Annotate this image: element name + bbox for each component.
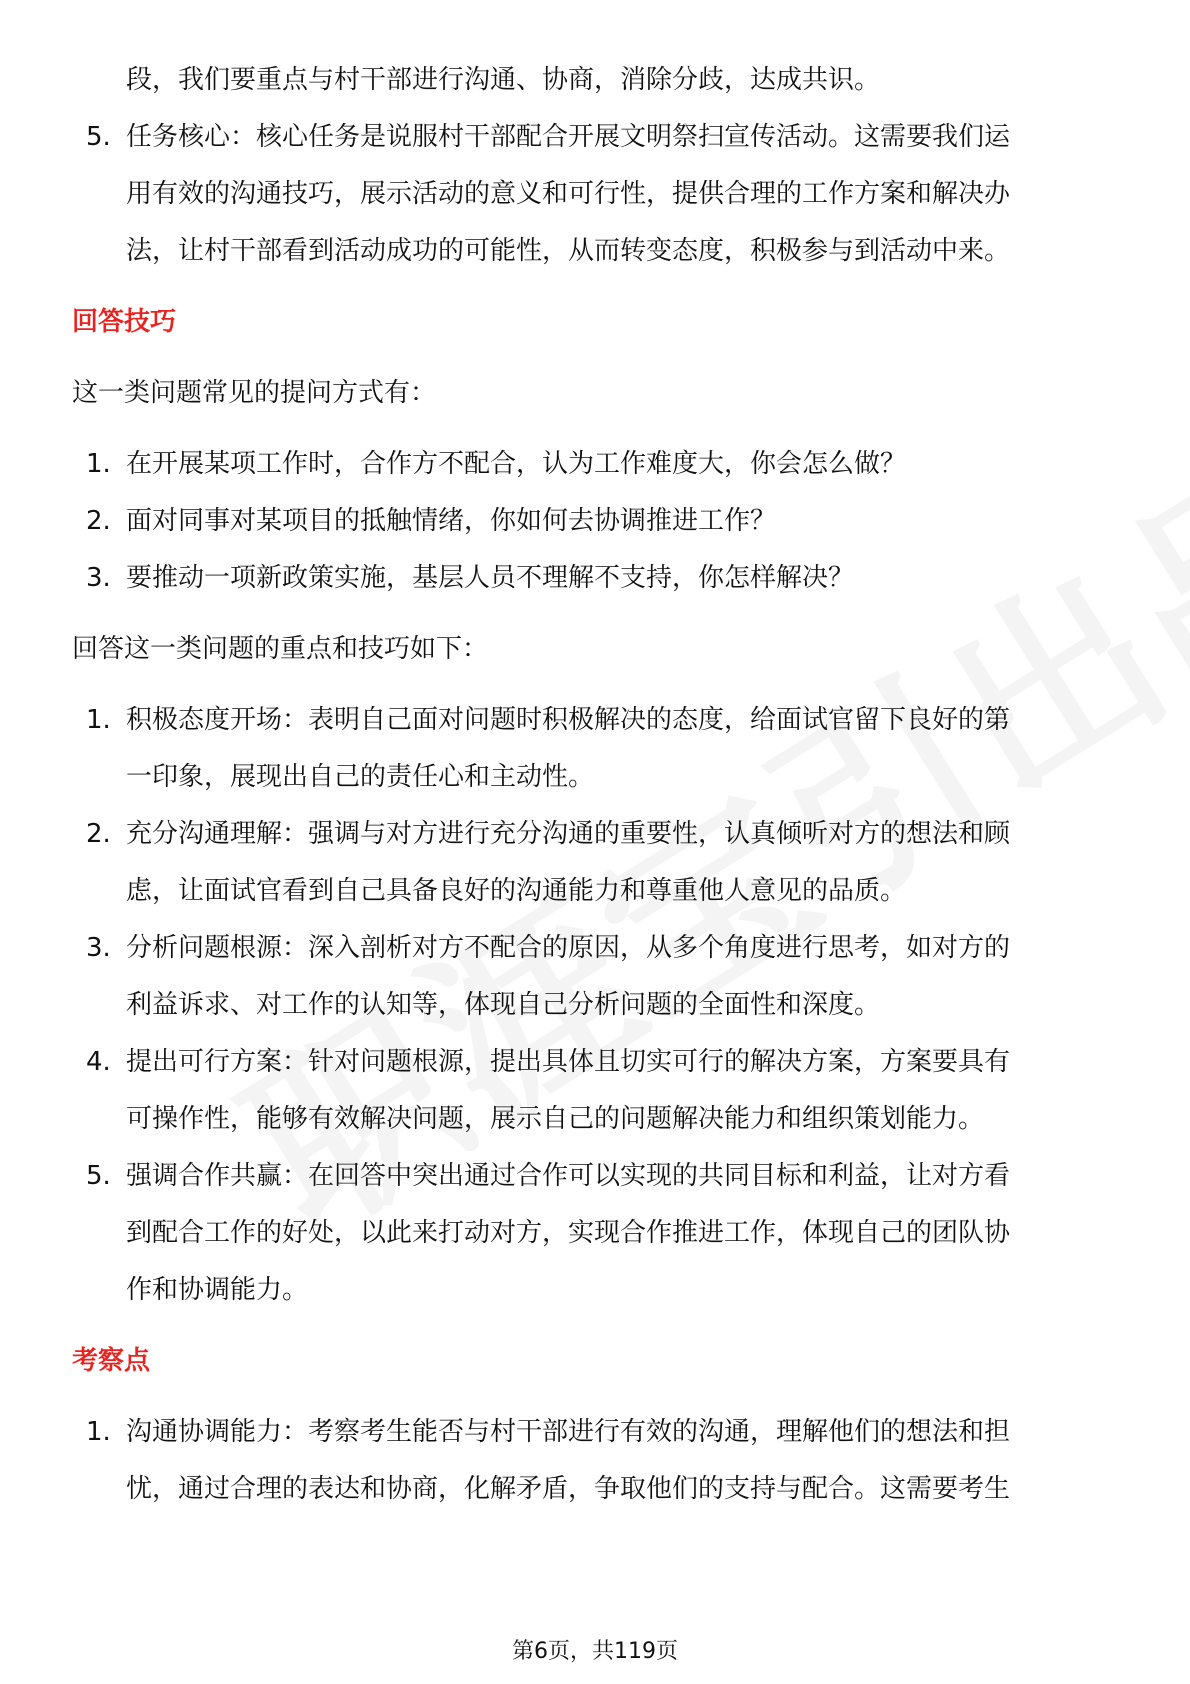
section-heading-assessment: 考察点 bbox=[72, 1346, 151, 1376]
tips-intro: 回答这一类问题的重点和技巧如下： bbox=[72, 634, 489, 664]
list-number: 5. bbox=[86, 1161, 111, 1191]
list-line: 沟通协调能力：考察考生能否与村干部进行有效的沟通，理解他们的想法和担 bbox=[126, 1417, 1011, 1447]
list-item bbox=[72, 692, 1112, 806]
list-number: 1. bbox=[86, 1417, 111, 1447]
list-number: 1. bbox=[86, 449, 111, 479]
list-line: 提出可行方案：针对问题根源，提出具体且切实可行的解决方案，方案要具有 bbox=[126, 1047, 1011, 1077]
list-line: 任务核心：核心任务是说服村干部配合开展文明祭扫宣传活动。这需要我们运 bbox=[126, 122, 1011, 152]
continued-paragraph: 段，我们要重点与村干部进行沟通、协商，消除分歧，达成共识。 bbox=[126, 65, 881, 95]
question-list bbox=[72, 436, 1112, 607]
list-item bbox=[72, 1148, 1112, 1319]
task-list bbox=[72, 109, 1112, 280]
list-line: 用有效的沟通技巧，展示活动的意义和可行性，提供合理的工作方案和解决办 bbox=[126, 179, 1011, 209]
list-line: 法，让村干部看到活动成功的可能性，从而转变态度，积极参与到活动中来。 bbox=[126, 236, 1011, 266]
list-line: 充分沟通理解：强调与对方进行充分沟通的重要性，认真倾听对方的想法和顾 bbox=[126, 819, 1011, 849]
list-line: 作和协调能力。 bbox=[126, 1275, 309, 1305]
list-item bbox=[72, 1034, 1112, 1148]
list-line: 分析问题根源：深入剖析对方不配合的原因，从多个角度进行思考，如对方的 bbox=[126, 933, 1011, 963]
section-heading-answer-tips: 回答技巧 bbox=[72, 307, 177, 337]
list-number: 4. bbox=[86, 1047, 111, 1077]
list-item bbox=[72, 806, 1112, 920]
list-item bbox=[72, 109, 1112, 280]
list-line: 到配合工作的好处，以此来打动对方，实现合作推进工作，体现自己的团队协 bbox=[126, 1218, 1011, 1248]
page-footer: 第6页，共119页 bbox=[512, 1639, 678, 1664]
list-line: 利益诉求、对工作的认知等，体现自己分析问题的全面性和深度。 bbox=[126, 990, 881, 1020]
list-line: 要推动一项新政策实施，基层人员不理解不支持，你怎样解决？ bbox=[126, 563, 855, 593]
list-number: 2. bbox=[86, 819, 111, 849]
list-line: 在开展某项工作时，合作方不配合，认为工作难度大，你会怎么做？ bbox=[126, 449, 907, 479]
list-item bbox=[72, 550, 1112, 607]
list-number: 3. bbox=[86, 563, 111, 593]
list-line: 虑，让面试官看到自己具备良好的沟通能力和尊重他人意见的品质。 bbox=[126, 876, 907, 906]
list-line: 一印象，展现出自己的责任心和主动性。 bbox=[126, 762, 595, 792]
list-line: 忧，通过合理的表达和协商，化解矛盾，争取他们的支持与配合。这需要考生 bbox=[126, 1474, 1011, 1504]
list-number: 5. bbox=[86, 122, 111, 152]
list-number: 3. bbox=[86, 933, 111, 963]
list-number: 2. bbox=[86, 506, 111, 536]
tips-list bbox=[72, 692, 1112, 1319]
questions-intro: 这一类问题常见的提问方式有： bbox=[72, 378, 437, 408]
list-line: 可操作性，能够有效解决问题，展示自己的问题解决能力和组织策划能力。 bbox=[126, 1104, 985, 1134]
list-item bbox=[72, 436, 1112, 493]
list-line: 面对同事对某项目的抵触情绪，你如何去协调推进工作？ bbox=[126, 506, 777, 536]
list-line: 积极态度开场：表明自己面对问题时积极解决的态度，给面试官留下良好的第 bbox=[126, 705, 1011, 735]
list-number: 1. bbox=[86, 705, 111, 735]
list-line: 强调合作共赢：在回答中突出通过合作可以实现的共同目标和利益，让对方看 bbox=[126, 1161, 1011, 1191]
list-item bbox=[72, 920, 1112, 1034]
list-item bbox=[72, 493, 1112, 550]
page-content bbox=[72, 52, 1112, 1518]
list-item bbox=[72, 1404, 1112, 1518]
assessment-list bbox=[72, 1404, 1112, 1518]
